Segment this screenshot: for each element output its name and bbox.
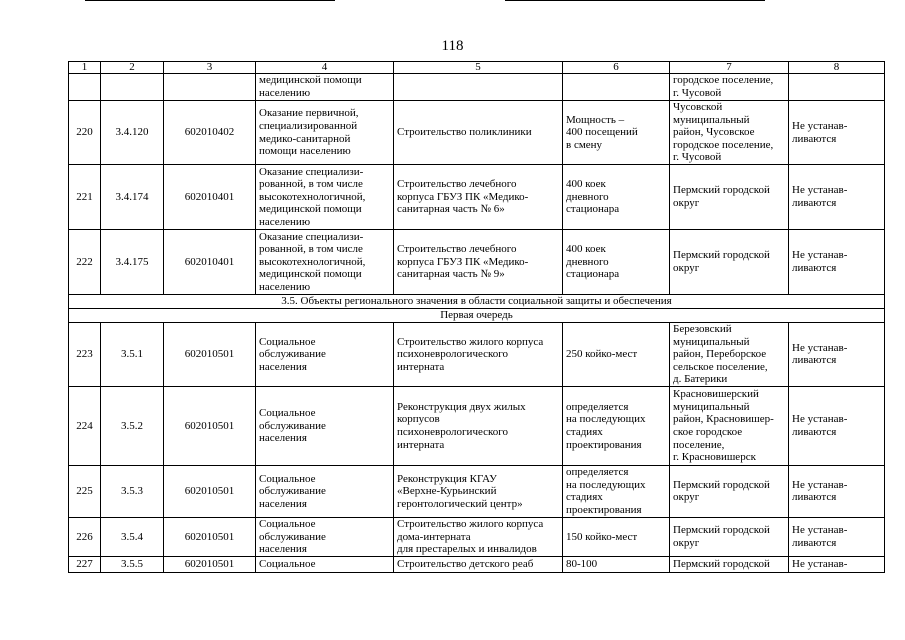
row-number: 224	[69, 386, 101, 465]
row-number: 220	[69, 101, 101, 165]
text-line: населения	[259, 432, 307, 445]
text-line: медицинской помощи	[259, 74, 362, 86]
text-line: психоневрологического	[397, 425, 509, 438]
header-cell-2: 2	[101, 62, 164, 74]
text-line: д. Батерики	[673, 373, 728, 386]
object-location	[670, 323, 789, 387]
text-line: населения	[259, 360, 307, 373]
text-line: высокотехнологичной,	[259, 190, 366, 203]
table-row	[69, 165, 885, 230]
text-line: Строительство лечебного	[397, 178, 517, 191]
text-line: Не устанав-	[792, 524, 848, 537]
object-name	[394, 556, 563, 572]
text-line: санитарная часть № 6»	[397, 203, 505, 216]
text-line: округ	[673, 262, 700, 274]
zone-characteristic	[789, 517, 885, 556]
text-line: медицинской помощи	[259, 203, 362, 216]
continuation-purpose	[256, 74, 394, 101]
object-code: 3.4.120	[101, 101, 164, 165]
text-line: ливаются	[792, 132, 837, 145]
object-capacity	[563, 517, 670, 556]
text-line: 400 коек	[566, 178, 606, 191]
text-line: Оказание специализи-	[259, 165, 364, 178]
object-type-code: 602010402	[164, 101, 256, 165]
text-line: населения	[259, 543, 307, 556]
object-capacity	[563, 165, 670, 230]
object-type-code: 602010501	[164, 517, 256, 556]
object-purpose	[256, 556, 394, 572]
text-line: 150 койко-мест	[566, 530, 638, 543]
text-line: в смену	[566, 138, 603, 151]
object-name	[394, 517, 563, 556]
text-line: стадиях	[566, 491, 603, 504]
page-number: 118	[441, 38, 464, 54]
text-line: ливаются	[792, 197, 837, 209]
text-line: ливаются	[792, 491, 837, 504]
text-line: Строительство поликлиники	[397, 126, 532, 139]
text-line: городское поселение,	[673, 138, 774, 151]
table-row	[69, 101, 885, 165]
section-title: 3.5. Объекты регионального значения в области социальной защиты и обеспечения	[69, 295, 885, 309]
header-cell-4: 4	[256, 62, 394, 74]
header-row	[69, 62, 885, 74]
text-line: Не устанав-	[792, 557, 848, 570]
text-line: обслуживание	[259, 419, 326, 432]
header-cell-5: 5	[394, 62, 563, 74]
text-line: интерната	[397, 438, 445, 451]
object-capacity	[563, 556, 670, 572]
zone-characteristic	[789, 165, 885, 230]
table-row	[69, 323, 885, 387]
table-row	[69, 465, 885, 517]
text-line: интерната	[397, 360, 445, 373]
object-purpose	[256, 323, 394, 387]
row-number: 227	[69, 556, 101, 572]
objects-table	[68, 61, 885, 573]
object-code: 3.4.175	[101, 230, 164, 295]
object-type-code: 602010501	[164, 465, 256, 517]
text-line: Не устанав-	[792, 413, 848, 426]
zone-characteristic	[789, 465, 885, 517]
continuation-row	[69, 74, 885, 101]
table-row	[69, 556, 885, 572]
text-line: округ	[673, 197, 700, 209]
object-type-code: 602010501	[164, 556, 256, 572]
zone-characteristic	[789, 323, 885, 387]
text-line: на последующих	[566, 413, 646, 426]
text-line: помощи населению	[259, 145, 351, 158]
text-line: Не устанав-	[792, 478, 848, 491]
text-line: рованной, в том числе	[259, 243, 363, 256]
header-cell-6: 6	[563, 62, 670, 74]
subsection-row	[69, 309, 885, 323]
text-line: населения	[259, 497, 307, 510]
text-line: корпусов	[397, 413, 440, 426]
text-line: рованной, в том числе	[259, 178, 363, 191]
text-line: муниципальный	[673, 400, 750, 413]
object-name	[394, 386, 563, 465]
object-purpose	[256, 465, 394, 517]
text-line: Реконструкция двух жилых	[397, 400, 526, 413]
object-purpose	[256, 517, 394, 556]
text-line: округ	[673, 491, 700, 504]
text-line: определяется	[566, 466, 629, 479]
text-line: Березовский	[673, 323, 732, 335]
row-number: 221	[69, 165, 101, 230]
text-line: Пермский городской	[673, 478, 770, 491]
object-capacity	[563, 386, 670, 465]
text-line: район, Переборское	[673, 348, 767, 361]
top-rule-left	[85, 0, 335, 1]
object-code: 3.5.5	[101, 556, 164, 572]
text-line: г. Красновишерск	[673, 451, 756, 464]
object-name	[394, 165, 563, 230]
text-line: Не устанав-	[792, 119, 848, 132]
text-line: район, Красновишер-	[673, 413, 774, 426]
object-code: 3.4.174	[101, 165, 164, 230]
text-line: Оказание первичной,	[259, 107, 359, 120]
text-line: ливаются	[792, 536, 837, 549]
text-line: муниципальный	[673, 335, 750, 348]
object-name	[394, 101, 563, 165]
object-code: 3.5.3	[101, 465, 164, 517]
text-line: медико-санитарной	[259, 132, 351, 145]
object-name	[394, 323, 563, 387]
object-type-code: 602010401	[164, 165, 256, 230]
text-line: Чусовской	[673, 101, 723, 114]
text-line: ливаются	[792, 262, 837, 274]
object-type-code: 602010501	[164, 386, 256, 465]
text-line: проектирования	[566, 504, 642, 517]
text-line: Оказание специализи-	[259, 230, 364, 243]
row-number: 222	[69, 230, 101, 295]
text-line: Пермский городской	[673, 557, 770, 570]
text-line: Не устанав-	[792, 184, 848, 197]
text-line: 400 посещений	[566, 126, 638, 139]
text-line: Не устанав-	[792, 249, 848, 262]
text-line: обслуживание	[259, 348, 326, 361]
text-line: определяется	[566, 400, 629, 413]
text-line: Социальное	[259, 472, 316, 485]
text-line: 250 койко-мест	[566, 348, 638, 361]
header-cell-1: 1	[69, 62, 101, 74]
text-line: поселение,	[673, 438, 725, 451]
text-line: обслуживание	[259, 485, 326, 498]
zone-characteristic	[789, 230, 885, 295]
text-line: район, Чусовское	[673, 126, 755, 139]
object-location	[670, 101, 789, 165]
table-row	[69, 230, 885, 295]
text-line: специализированной	[259, 119, 358, 132]
text-line: Строительство жилого корпуса	[397, 335, 544, 348]
object-location	[670, 230, 789, 295]
object-code: 3.5.1	[101, 323, 164, 387]
text-line: медицинской помощи	[259, 268, 362, 281]
text-line: округ	[673, 536, 700, 549]
object-purpose	[256, 386, 394, 465]
text-line: обслуживание	[259, 530, 326, 543]
text-line: Строительство жилого корпуса	[397, 517, 544, 530]
row-number: 226	[69, 517, 101, 556]
text-line: Социальное	[259, 335, 316, 348]
text-line: «Верхне-Курьинский	[397, 485, 497, 498]
text-line: населению	[259, 280, 311, 293]
text-line: Мощность –	[566, 113, 625, 126]
text-line: Социальное	[259, 517, 316, 530]
text-line: Пермский городской	[673, 249, 770, 262]
social-rows	[69, 323, 885, 573]
object-purpose	[256, 230, 394, 295]
object-name	[394, 465, 563, 517]
section-row	[69, 295, 885, 309]
text-line: на последующих	[566, 478, 646, 491]
zone-characteristic	[789, 101, 885, 165]
object-type-code: 602010401	[164, 230, 256, 295]
text-line: Строительство детского реаб	[397, 557, 534, 570]
object-location	[670, 517, 789, 556]
object-type-code: 602010501	[164, 323, 256, 387]
object-name	[394, 230, 563, 295]
text-line: ское городское	[673, 425, 743, 438]
text-line: городское поселение,	[673, 74, 774, 86]
text-line: психоневрологического	[397, 348, 509, 361]
subsection-title: Первая очередь	[69, 309, 885, 323]
object-code: 3.5.2	[101, 386, 164, 465]
top-rule-right	[505, 0, 765, 1]
continuation-location	[670, 74, 789, 101]
text-line: дневного	[566, 190, 609, 203]
header-cell-7: 7	[670, 62, 789, 74]
text-line: стационара	[566, 268, 620, 281]
text-line: г. Чусовой	[673, 86, 722, 99]
text-line: Пермский городской	[673, 524, 770, 537]
text-line: населению	[259, 215, 311, 228]
text-line: 80-100	[566, 557, 598, 570]
header-cell-3: 3	[164, 62, 256, 74]
text-line: корпуса ГБУЗ ПК «Медико-	[397, 190, 529, 203]
text-line: для престарелых и инвалидов	[397, 543, 537, 556]
text-line: Реконструкция КГАУ	[397, 472, 497, 485]
object-location	[670, 465, 789, 517]
object-capacity	[563, 465, 670, 517]
text-line: санитарная часть № 9»	[397, 268, 505, 281]
table-row	[69, 517, 885, 556]
health-rows	[69, 101, 885, 295]
text-line: Не устанав-	[792, 341, 848, 354]
object-purpose	[256, 101, 394, 165]
text-line: Строительство лечебного	[397, 243, 517, 256]
text-line: дневного	[566, 255, 609, 268]
text-line: ливаются	[792, 425, 837, 438]
text-line: корпуса ГБУЗ ПК «Медико-	[397, 255, 529, 268]
object-purpose	[256, 165, 394, 230]
text-line: муниципальный	[673, 113, 750, 126]
text-line: геронтологический центр»	[397, 497, 523, 510]
header-cell-8: 8	[789, 62, 885, 74]
object-capacity	[563, 230, 670, 295]
text-line: Пермский городской	[673, 184, 770, 197]
object-code: 3.5.4	[101, 517, 164, 556]
table-row	[69, 386, 885, 465]
object-location	[670, 165, 789, 230]
text-line: ливаются	[792, 354, 837, 367]
text-line: Красновишерский	[673, 388, 759, 401]
object-capacity	[563, 323, 670, 387]
text-line: высокотехнологичной,	[259, 255, 366, 268]
text-line: дома-интерната	[397, 530, 471, 543]
zone-characteristic	[789, 556, 885, 572]
zone-characteristic	[789, 386, 885, 465]
text-line: проектирования	[566, 438, 642, 451]
object-location	[670, 386, 789, 465]
text-line: Социальное	[259, 407, 316, 420]
text-line: стационара	[566, 203, 620, 216]
text-line: сельское поселение,	[673, 360, 768, 373]
row-number: 225	[69, 465, 101, 517]
text-line: г. Чусовой	[673, 151, 722, 164]
object-capacity	[563, 101, 670, 165]
object-location	[670, 556, 789, 572]
row-number: 223	[69, 323, 101, 387]
text-line: 400 коек	[566, 243, 606, 256]
text-line: населению	[259, 86, 311, 99]
text-line: Социальное	[259, 557, 316, 570]
text-line: стадиях	[566, 425, 603, 438]
